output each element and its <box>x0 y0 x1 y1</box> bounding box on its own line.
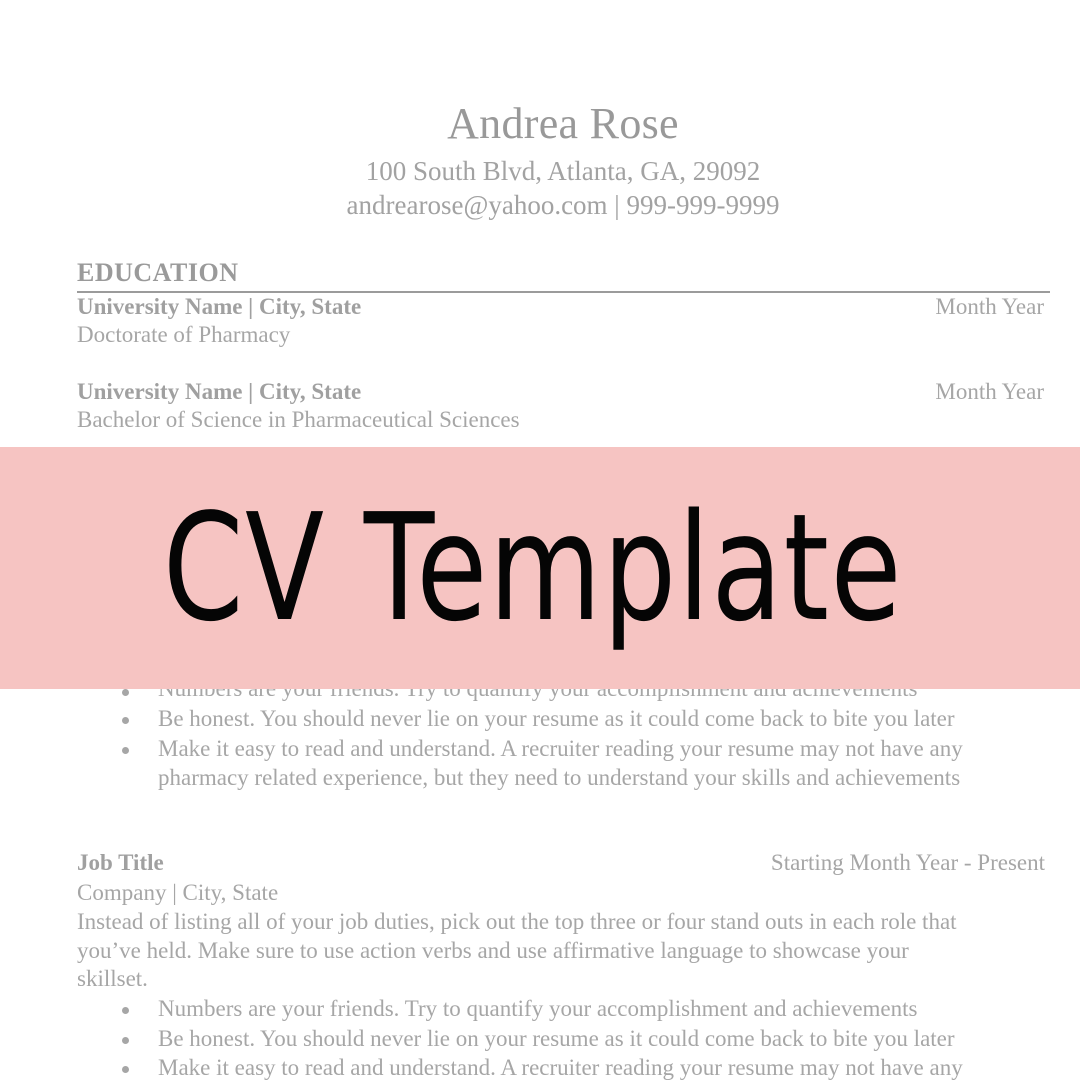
job-bullet-2: Be honest. You should never lie on your resume as it could come back to bite you later <box>158 1026 955 1051</box>
job-description-line-3: skillset. <box>77 966 148 991</box>
education-divider <box>77 291 1050 293</box>
candidate-address: 100 South Blvd, Atlanta, GA, 29092 <box>365 156 761 186</box>
candidate-contact: andrearose@yahoo.com | 999-999-9999 <box>346 190 780 220</box>
job-title: Job Title <box>77 850 164 875</box>
bullet-dot <box>122 1037 129 1044</box>
bullet-dot <box>122 1066 129 1073</box>
candidate-name: Andrea Rose <box>447 99 679 148</box>
experience-bullet-3: Make it easy to read and understand. A recruiter reading your resume may not have any <box>158 736 963 761</box>
bullet-dot <box>122 689 129 696</box>
bullet-dot <box>122 747 129 754</box>
education-school-2: University Name | City, State <box>77 379 362 404</box>
education-degree-1: Doctorate of Pharmacy <box>77 322 291 347</box>
education-date-2: Month Year <box>935 379 1044 404</box>
education-degree-2: Bachelor of Science in Pharmaceutical Sciences <box>77 407 520 432</box>
education-school-1: University Name | City, State <box>77 294 362 319</box>
bullet-dot <box>122 1007 129 1014</box>
job-company: Company | City, State <box>77 880 279 905</box>
education-date-1: Month Year <box>935 294 1044 319</box>
job-bullet-1: Numbers are your friends. Try to quantify your accomplishment and achievements <box>158 996 918 1021</box>
experience-bullet-2: Be honest. You should never lie on your resume as it could come back to bite you later <box>158 706 955 731</box>
banner-title: CV Template <box>162 482 904 654</box>
bullet-dot <box>122 717 129 724</box>
education-heading: EDUCATION <box>77 258 239 287</box>
job-bullet-3: Make it easy to read and understand. A recruiter reading your resume may not have any <box>158 1055 963 1080</box>
job-date: Starting Month Year - Present <box>770 850 1045 875</box>
job-description-line-1: Instead of listing all of your job duties, pick out the top three or four stand outs in each role that <box>77 909 957 934</box>
job-description-line-2: you’ve held. Make sure to use action verbs and use affirmative language to showcase your <box>77 938 909 963</box>
experience-bullet-3-continued: pharmacy related experience, but they need to understand your skills and achievements <box>158 765 961 790</box>
